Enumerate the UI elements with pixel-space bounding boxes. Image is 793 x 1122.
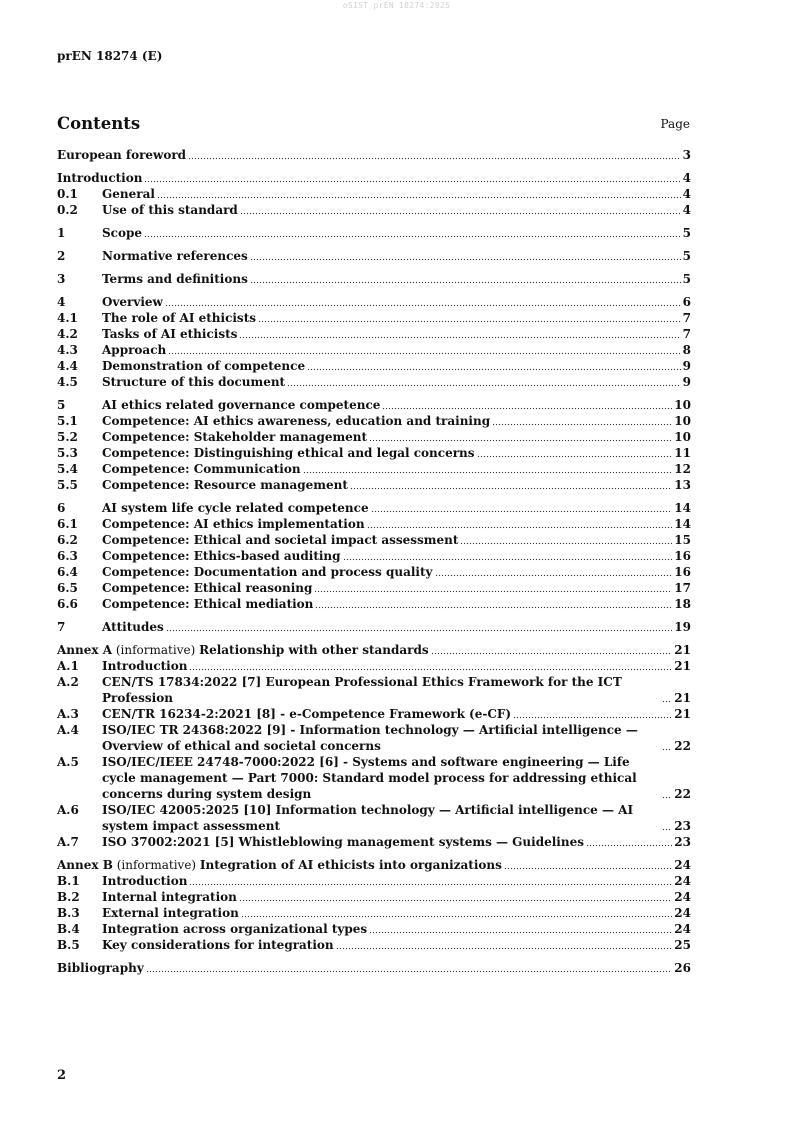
toc-entry-title: Competence: Ethics-based auditing <box>102 549 341 563</box>
toc-leader-dots <box>241 906 672 918</box>
toc-entry[interactable] <box>57 548 691 564</box>
toc-entry[interactable] <box>57 596 691 612</box>
toc-entry-title: Introduction <box>102 659 188 673</box>
toc-leader-dots <box>240 203 681 215</box>
toc-entry-number: B.5 <box>57 938 80 952</box>
toc-entry-number: 7 <box>57 620 66 634</box>
toc-entry-title: Structure of this document <box>102 375 286 389</box>
toc-leader-dots <box>146 961 673 973</box>
toc-entry-title: Use of this standard <box>102 203 238 217</box>
toc-entry-title: General <box>102 187 155 201</box>
toc-entry-title: Introduction <box>57 171 143 185</box>
toc-entry-title: Competence: AI ethics implementation <box>102 517 365 531</box>
toc-entry-title <box>57 857 502 873</box>
toc-leader-dots <box>513 707 672 719</box>
toc-entry-page: 24 <box>674 906 691 920</box>
toc-entry-page: 25 <box>674 938 691 952</box>
toc-entry-page: 23 <box>674 819 691 833</box>
annex-title: Relationship with other standards <box>199 643 429 657</box>
toc-entry[interactable] <box>57 674 691 706</box>
toc-entry[interactable] <box>57 429 691 445</box>
toc-leader-dots <box>303 462 673 474</box>
toc-entry-page: 21 <box>674 691 691 705</box>
toc-entry-title: Approach <box>102 343 167 357</box>
page-column-label: Page <box>660 117 690 131</box>
toc-entry-number: 6.1 <box>57 517 78 531</box>
toc-entry-number: A.1 <box>57 659 79 673</box>
toc-entry-page: 10 <box>674 414 691 428</box>
toc-leader-dots <box>662 739 672 751</box>
toc-entry-page: 10 <box>674 430 691 444</box>
toc-entry-page: 21 <box>674 659 691 673</box>
toc-entry[interactable] <box>57 477 691 493</box>
toc-entry[interactable] <box>57 619 691 635</box>
toc-entry-title: Attitudes <box>102 620 164 634</box>
toc-leader-dots <box>258 311 681 323</box>
toc-entry-title: Competence: Resource management <box>102 478 348 492</box>
toc-entry[interactable] <box>57 802 691 834</box>
toc-leader-dots <box>188 148 681 160</box>
toc-entry-number: B.2 <box>57 890 80 904</box>
toc-entry-page: 24 <box>674 874 691 888</box>
toc-entry-title: ISO/IEC/IEEE 24748-7000:2022 [6] - Systems and software engineering — Life cycle management — Part 7000: Standard model process for addressing ethical concerns during system design <box>102 755 637 801</box>
toc-entry-number: A.3 <box>57 707 79 721</box>
toc-leader-dots <box>350 478 672 490</box>
toc-entry-title: Integration across organizational types <box>102 922 368 936</box>
toc-entry-page: 15 <box>674 533 691 547</box>
toc-entry-page: 14 <box>674 501 691 515</box>
toc-entry-title: CEN/TS 17834:2022 [7] European Professional Ethics Framework for the ICT Profession <box>102 675 622 705</box>
toc-entry[interactable] <box>57 516 691 532</box>
toc-entry[interactable] <box>57 873 691 889</box>
toc-leader-dots <box>367 517 673 529</box>
toc-entry[interactable] <box>57 889 691 905</box>
toc-entry-number: 6 <box>57 501 66 515</box>
toc-entry-title: Competence: Ethical reasoning <box>102 581 313 595</box>
toc-entry-title: Overview <box>102 295 163 309</box>
toc-leader-dots <box>662 691 672 703</box>
toc-leader-dots <box>168 343 680 355</box>
toc-leader-dots <box>239 890 672 902</box>
toc-entry-page: 18 <box>674 597 691 611</box>
toc-leader-dots <box>189 659 672 671</box>
toc-entry-title: Key considerations for integration <box>102 938 334 952</box>
toc-entry-title: European foreword <box>57 148 187 162</box>
toc-entry-page: 5 <box>682 249 691 263</box>
toc-entry-page: 4 <box>682 203 691 217</box>
toc-entry-number: 5.5 <box>57 478 78 492</box>
toc-leader-dots <box>307 359 681 371</box>
toc-entry-page: 14 <box>674 517 691 531</box>
toc-leader-dots <box>189 874 672 886</box>
toc-entry-page: 24 <box>674 858 691 872</box>
contents-heading: Contents <box>57 114 141 133</box>
toc-leader-dots <box>477 446 673 458</box>
toc-entry-number: 5.1 <box>57 414 78 428</box>
toc-entry-number: 1 <box>57 226 66 240</box>
toc-entry-number: 4.4 <box>57 359 78 373</box>
watermark: oSIST prEN 18274:2025 <box>342 1 451 10</box>
toc-leader-dots <box>343 549 673 561</box>
toc-entry-title: Competence: Stakeholder management <box>102 430 368 444</box>
toc-entry-page: 26 <box>674 961 691 975</box>
toc-entry-annex-b[interactable] <box>57 857 691 873</box>
toc-entry[interactable] <box>57 564 691 580</box>
toc-entry-page: 21 <box>674 643 691 657</box>
toc-entry-page: 5 <box>682 272 691 286</box>
toc-entry-number: 2 <box>57 249 66 263</box>
toc-entry-number: A.5 <box>57 755 79 769</box>
toc-leader-dots <box>431 643 673 655</box>
toc-entry[interactable] <box>57 937 691 953</box>
toc-entry-title: Tasks of AI ethicists <box>102 327 238 341</box>
annex-label: Annex B <box>57 858 113 872</box>
toc-leader-dots <box>287 375 681 387</box>
toc-leader-dots <box>315 597 672 609</box>
toc-entry-title: Competence: Ethical and societal impact assessment <box>102 533 459 547</box>
toc-entry-number: B.1 <box>57 874 80 888</box>
toc-entry-page: 3 <box>682 148 691 162</box>
toc-entry[interactable] <box>57 186 691 202</box>
toc-entry[interactable] <box>57 147 691 163</box>
toc-entry[interactable] <box>57 397 691 413</box>
toc-entry[interactable] <box>57 358 691 374</box>
toc-entry-number: 5.3 <box>57 446 78 460</box>
toc-entry-page: 17 <box>674 581 691 595</box>
toc-entry-page: 11 <box>674 446 691 460</box>
toc-entry[interactable] <box>57 294 691 310</box>
toc-entry-title: The role of AI ethicists <box>102 311 256 325</box>
toc-entry-title: External integration <box>102 906 239 920</box>
toc-entry[interactable] <box>57 202 691 218</box>
toc-leader-dots <box>336 938 673 950</box>
toc-entry-number: 6.4 <box>57 565 78 579</box>
toc-leader-dots <box>144 226 681 238</box>
toc-leader-dots <box>371 501 673 513</box>
toc-entry-number: 4.2 <box>57 327 78 341</box>
toc-leader-dots <box>382 398 672 410</box>
toc-leader-dots <box>369 922 672 934</box>
toc-entry-number: A.7 <box>57 835 79 849</box>
toc-entry[interactable] <box>57 905 691 921</box>
toc-entry[interactable] <box>57 248 691 264</box>
toc-entry[interactable] <box>57 834 691 850</box>
toc-entry[interactable] <box>57 170 691 186</box>
toc-entry-title: AI system life cycle related competence <box>102 501 369 515</box>
toc-leader-dots <box>166 620 673 632</box>
toc-entry[interactable] <box>57 580 691 596</box>
toc-entry-number: 4.1 <box>57 311 78 325</box>
toc-entry[interactable] <box>57 342 691 358</box>
toc-entry-title: Introduction <box>102 874 188 888</box>
toc-entry-number: A.4 <box>57 723 79 737</box>
toc-entry[interactable] <box>57 374 691 390</box>
toc-entry-title: Bibliography <box>57 961 144 975</box>
toc-entry-page: 10 <box>674 398 691 412</box>
toc-leader-dots <box>369 430 672 442</box>
toc-entry-title: Demonstration of competence <box>102 359 306 373</box>
toc-entry-number: 5 <box>57 398 66 412</box>
toc-entry-number: 5.4 <box>57 462 78 476</box>
toc-leader-dots <box>662 787 672 799</box>
toc-entry-page: 12 <box>674 462 691 476</box>
toc-entry-number: B.3 <box>57 906 80 920</box>
toc-entry-page: 16 <box>674 565 691 579</box>
toc-entry-number: 5.2 <box>57 430 78 444</box>
toc-entry-title: Competence: AI ethics awareness, education and training <box>102 414 491 428</box>
toc-entry[interactable] <box>57 445 691 461</box>
toc-entry[interactable] <box>57 532 691 548</box>
toc-leader-dots <box>504 858 672 870</box>
toc-entry-number: B.4 <box>57 922 80 936</box>
toc-entry-page: 24 <box>674 922 691 936</box>
toc-entry-page: 16 <box>674 549 691 563</box>
toc-entry-page: 7 <box>682 311 691 325</box>
toc-entry-number: 6.3 <box>57 549 78 563</box>
toc-entry[interactable] <box>57 413 691 429</box>
toc-leader-dots <box>435 565 673 577</box>
toc-entry-page: 4 <box>682 171 691 185</box>
toc-entry-number: 4.5 <box>57 375 78 389</box>
toc-leader-dots <box>460 533 672 545</box>
toc-entry-page: 7 <box>682 327 691 341</box>
toc-entry[interactable] <box>57 326 691 342</box>
toc-entry-number: 6.5 <box>57 581 78 595</box>
toc-entry[interactable] <box>57 461 691 477</box>
toc-entry-page: 5 <box>682 226 691 240</box>
toc-entry[interactable] <box>57 500 691 516</box>
toc-entry[interactable] <box>57 658 691 674</box>
toc-leader-dots <box>492 414 672 426</box>
toc-entry-page: 22 <box>674 739 691 753</box>
toc-entry-title: Competence: Ethical mediation <box>102 597 314 611</box>
toc-entry-title: Normative references <box>102 249 248 263</box>
toc-entry-page: 21 <box>674 707 691 721</box>
toc-entry-title: AI ethics related governance competence <box>102 398 381 412</box>
toc-entry-title: ISO/IEC 42005:2025 [10] Information technology — Artificial intelligence — AI system impact assessment <box>102 803 634 833</box>
toc-entry-title: Competence: Documentation and process quality <box>102 565 433 579</box>
toc-entry-number: 0.2 <box>57 203 78 217</box>
toc-leader-dots <box>239 327 680 339</box>
toc-entry[interactable] <box>57 722 691 754</box>
toc-entry-number: 0.1 <box>57 187 78 201</box>
toc-entry-title: Scope <box>102 226 143 240</box>
annex-type: (informative) <box>112 858 200 872</box>
toc-entry-number: 4.3 <box>57 343 78 357</box>
toc-entry-title: Internal integration <box>102 890 237 904</box>
toc-entry-title: ISO/IEC TR 24368:2022 [9] - Information technology — Artificial intelligence — Overview of ethical and societal concerns <box>102 723 638 753</box>
toc-entry-page: 19 <box>674 620 691 634</box>
toc-entry-page: 22 <box>674 787 691 801</box>
toc-entry[interactable] <box>57 706 691 722</box>
document-id: prEN 18274 (E) <box>57 49 163 63</box>
toc-leader-dots <box>250 249 681 261</box>
toc-leader-dots <box>165 295 681 307</box>
toc-leader-dots <box>144 171 680 183</box>
toc-entry-title: ISO 37002:2021 [5] Whistleblowing management systems — Guidelines <box>102 835 584 849</box>
toc-entry-number: A.2 <box>57 675 79 689</box>
toc-leader-dots <box>250 272 681 284</box>
toc-entry-page: 4 <box>682 187 691 201</box>
toc-entry-page: 24 <box>674 890 691 904</box>
annex-label: Annex A <box>57 643 113 657</box>
toc-entry-page: 6 <box>682 295 691 309</box>
toc-leader-dots <box>662 819 672 831</box>
toc-entry-annex-a[interactable] <box>57 642 691 658</box>
toc-entry-page: 13 <box>674 478 691 492</box>
toc-entry-page: 9 <box>682 359 691 373</box>
toc-entry-number: 6.6 <box>57 597 78 611</box>
toc-entry[interactable] <box>57 921 691 937</box>
toc-entry[interactable] <box>57 310 691 326</box>
toc-entry-number: 4 <box>57 295 66 309</box>
toc-entry-page: 23 <box>674 835 691 849</box>
toc-entry[interactable] <box>57 754 691 802</box>
toc-entry-number: A.6 <box>57 803 79 817</box>
toc-entry-title: CEN/TR 16234-2:2021 [8] - e-Competence Framework (e-CF) <box>102 707 512 721</box>
toc-entry-title: Terms and definitions <box>102 272 248 286</box>
toc-entry-page: 8 <box>682 343 691 357</box>
toc-leader-dots <box>157 187 681 199</box>
toc-entry-number: 3 <box>57 272 66 286</box>
annex-type: (informative) <box>112 643 200 657</box>
page-number: 2 <box>57 1068 67 1083</box>
annex-title: Integration of AI ethicists into organizations <box>199 858 502 872</box>
toc-entry[interactable] <box>57 271 691 287</box>
toc-leader-dots <box>586 835 672 847</box>
toc-entry-page: 9 <box>682 375 691 389</box>
toc-entry-title: Competence: Distinguishing ethical and legal concerns <box>102 446 475 460</box>
toc-entry[interactable] <box>57 960 691 976</box>
toc-entry[interactable] <box>57 225 691 241</box>
toc-entry-number: 6.2 <box>57 533 78 547</box>
toc-entry-title: Competence: Communication <box>102 462 301 476</box>
table-of-contents <box>57 147 691 976</box>
toc-leader-dots <box>314 581 672 593</box>
toc-entry-title <box>57 642 429 658</box>
